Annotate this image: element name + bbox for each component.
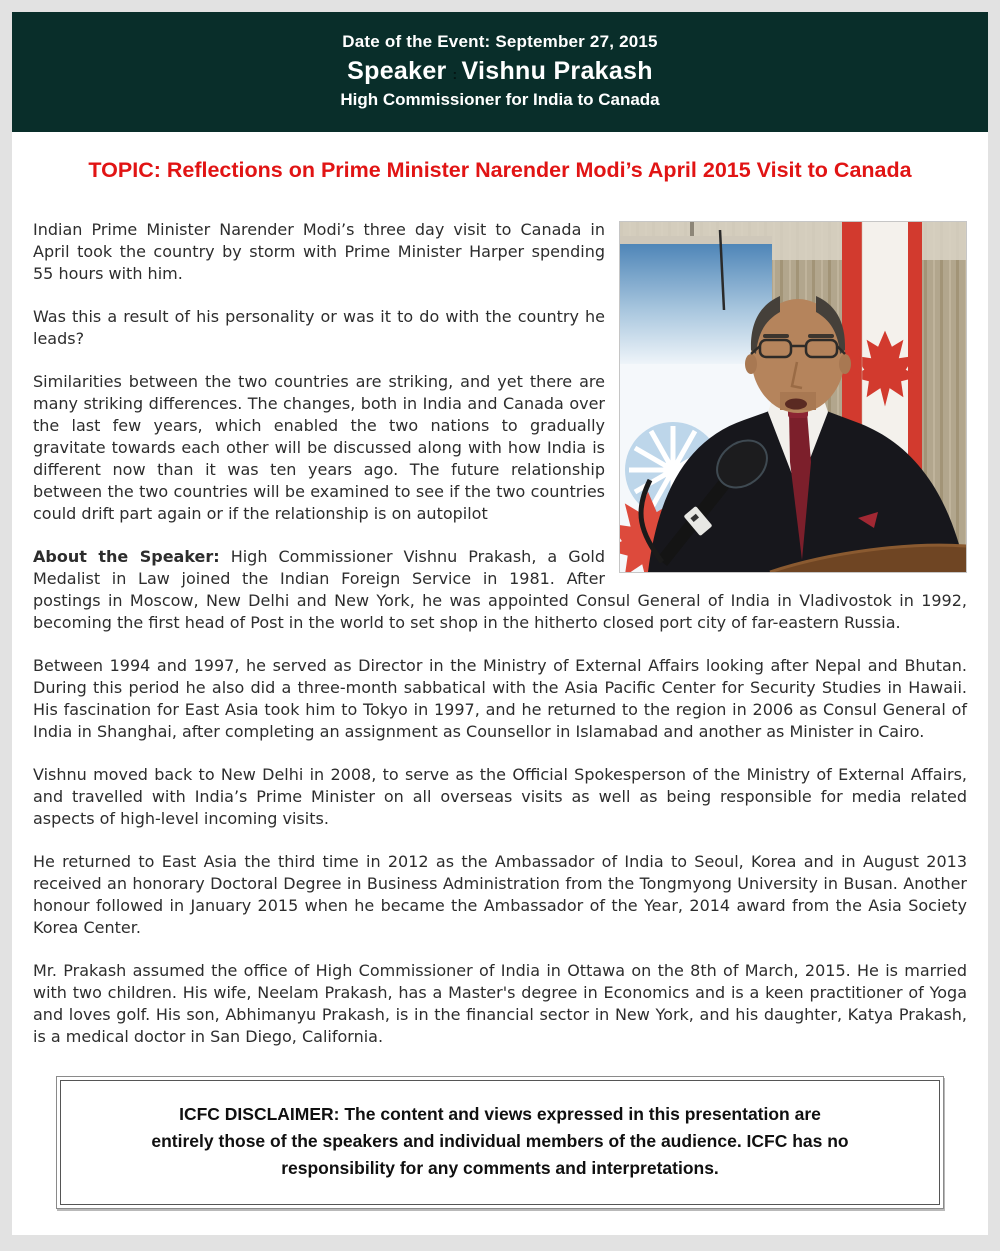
- page: [12, 0, 988, 1251]
- article-body: [12, 219, 988, 1048]
- about-speaker-text: High Commissioner Vishnu Prakash, a Gold Medalist in Law joined the Indian Foreign Service in 1981. After postings in Moscow, New Delhi and New York, he was appointed Consul General of India in Vladivostok in 1992, becoming the first head of Post in the world to set shop in the hitherto closed port city of far-eastern Russia.: [33, 547, 967, 633]
- paragraph-career-1: Between 1994 and 1997, he served as Director in the Ministry of External Affairs looking after Nepal and Bhutan. During this period he also did a three-month sabbatical with the Asia Pacific Center for Security Studies in Hawaii. His fascination for East Asia took him to Tokyo in 1997, and he returned to the region in 2006 as Consul General of India in Shanghai, after completing an assignment as Counsellor in Islamabad and another as Minister in Cairo.: [33, 656, 967, 742]
- event-date: Date of the Event: September 27, 2015: [342, 32, 658, 51]
- topic-heading: TOPIC: Reflections on Prime Minister Narender Modi’s April 2015 Visit to Canada: [88, 158, 912, 182]
- speaker-name: Vishnu Prakash: [461, 57, 653, 85]
- paragraph-career-2: Vishnu moved back to New Delhi in 2008, to serve as the Official Spokesperson of the Ministry of External Affairs, and travelled with India’s Prime Minister on all overseas visits as well as being responsible for media related aspects of high-level incoming visits.: [33, 765, 967, 829]
- speaker-label: Speaker: [347, 57, 447, 85]
- speaker-line: [22, 57, 978, 86]
- disclaimer-box-inner: [60, 1080, 940, 1205]
- paragraph-intro-1: Indian Prime Minister Narender Modi’s three day visit to Canada in April took the country by storm with Prime Minister Harper spending 55 hours with him.: [33, 220, 605, 284]
- paragraph-career-3: He returned to East Asia the third time in 2012 as the Ambassador of India to Seoul, Korea and in August 2013 received an honorary Doctoral Degree in Business Administration from the Tongmyong University in Busan. Another honour followed in January 2015 when he became the Ambassador of the Year, 2014 award from the Asia Society Korea Center.: [33, 852, 967, 938]
- paragraph-intro-2: Was this a result of his personality or was it to do with the country he leads?: [33, 307, 605, 349]
- disclaimer-box: [56, 1076, 944, 1209]
- paragraph-personal: Mr. Prakash assumed the office of High Commissioner of India in Ottawa on the 8th of March, 2015. He is married with two children. His wife, Neelam Prakash, has a Master's degree in Economics and is a keen practitioner of Yoga and loves golf. His son, Abhimanyu Prakash, is in the financial sector in New York, and his daughter, Katya Prakash, is a medical doctor in San Diego, California.: [33, 961, 967, 1047]
- speaker-colon: :: [452, 66, 458, 82]
- speaker-photo: [619, 221, 967, 573]
- disclaimer-text: ICFC DISCLAIMER: The content and views expressed in this presentation are entirely those of the speakers and individual members of the audience. ICFC has no responsibility for any comments and interpretations.: [151, 1104, 849, 1179]
- speaker-title: High Commissioner for India to Canada: [340, 90, 660, 109]
- content-area: [12, 132, 988, 1235]
- paragraph-intro-3: Similarities between the two countries are striking, and yet there are many striking differences. The changes, both in India and Canada over the last few years, which enabled the two nations to gradually gravitate towards each other will be discussed along with how India is different now than it was ten years ago. The future relationship between the two countries will be examined to see if the two countries could drift part again or if the relationship is on autopilot: [33, 372, 605, 524]
- about-speaker-label: About the Speaker:: [33, 547, 220, 567]
- event-header: [12, 12, 988, 132]
